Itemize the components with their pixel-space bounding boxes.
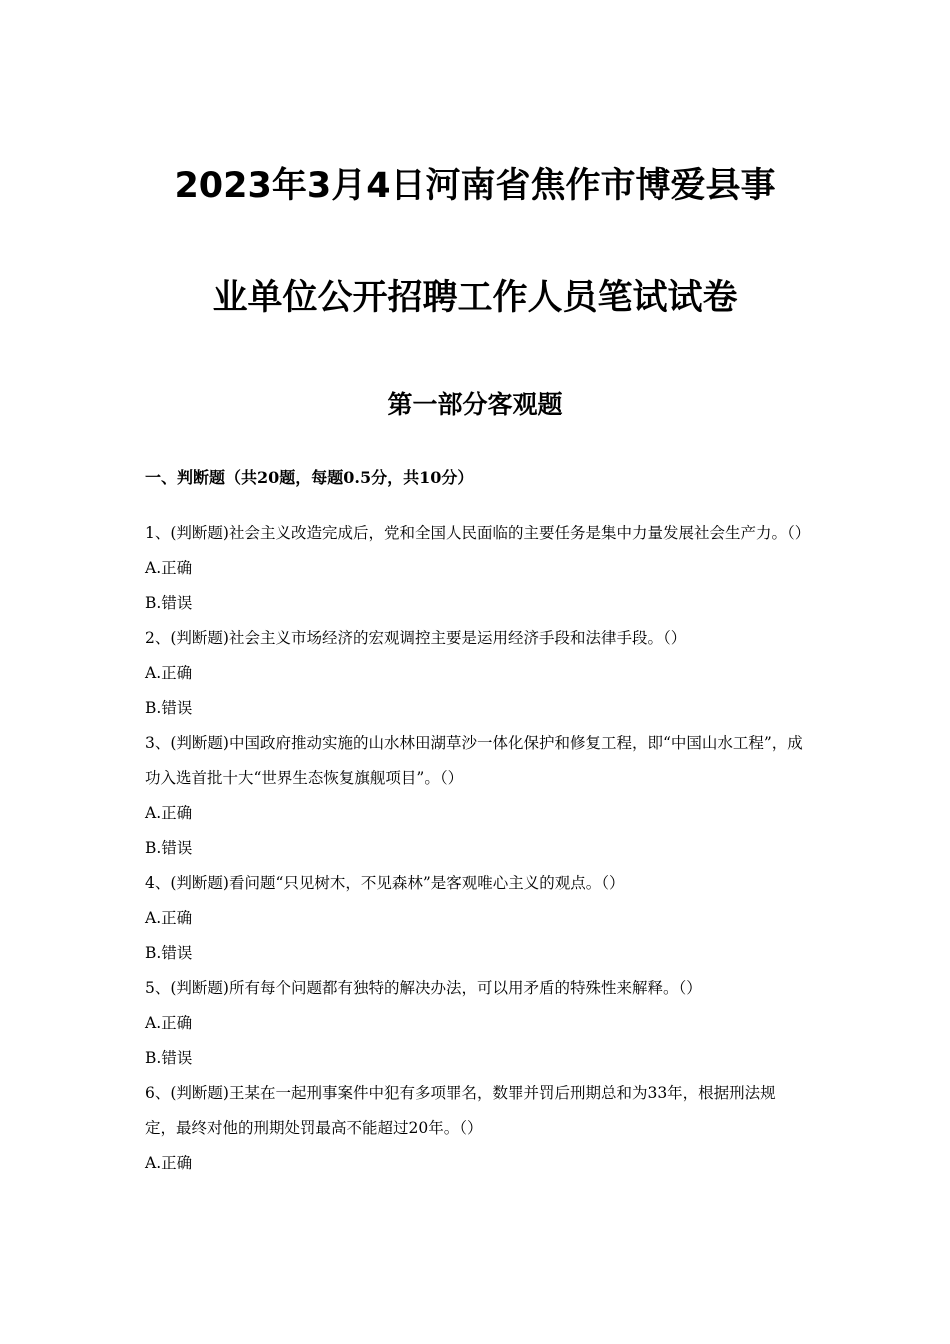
section-title: 一、判断题（共20题，每题0.5分，共10分）: [145, 468, 474, 487]
question-stem: 4、(判断题)看问题“只见树木，不见森林”是客观唯心主义的观点。（）: [145, 874, 625, 892]
option-a: A.正确: [145, 804, 193, 822]
option-a: A.正确: [145, 909, 193, 927]
option-b: B.错误: [145, 1049, 193, 1067]
option-a: A.正确: [145, 1014, 193, 1032]
question-5: [145, 971, 805, 1076]
option-b: B.错误: [145, 699, 193, 717]
document-title-line-1: 2023年3月4日河南省焦作市博爱县事: [174, 166, 776, 206]
option-a: A.正确: [145, 664, 193, 682]
question-6: [145, 1076, 805, 1181]
question-3: [145, 726, 805, 866]
question-stem: 3、(判断题)中国政府推动实施的山水林田湖草沙一体化保护和修复工程，即“中国山水工程”，成功入选首批十大“世界生态恢复旗舰项目”。（）: [145, 734, 803, 787]
document-title-line-2: 业单位公开招聘工作人员笔试试卷: [212, 278, 738, 318]
question-4: [145, 866, 805, 971]
question-stem: 6、(判断题)王某在一起刑事案件中犯有多项罪名，数罪并罚后刑期总和为33年，根据刑法规定，最终对他的刑期处罚最高不能超过20年。（）: [145, 1084, 776, 1137]
option-b: B.错误: [145, 594, 193, 612]
question-2: [145, 621, 805, 726]
question-list: [145, 516, 811, 1181]
question-stem: 1、(判断题)社会主义改造完成后，党和全国人民面临的主要任务是集中力量发展社会生产力。（）: [145, 524, 811, 542]
option-a: A.正确: [145, 559, 193, 577]
question-1: [145, 516, 811, 621]
option-b: B.错误: [145, 839, 193, 857]
option-a: A.正确: [145, 1154, 193, 1172]
question-stem: 5、(判断题)所有每个问题都有独特的解决办法，可以用矛盾的特殊性来解释。（）: [145, 979, 702, 997]
part-title: 第一部分客观题: [387, 390, 563, 419]
question-stem: 2、(判断题)社会主义市场经济的宏观调控主要是运用经济手段和法律手段。（）: [145, 629, 687, 647]
option-b: B.错误: [145, 944, 193, 962]
